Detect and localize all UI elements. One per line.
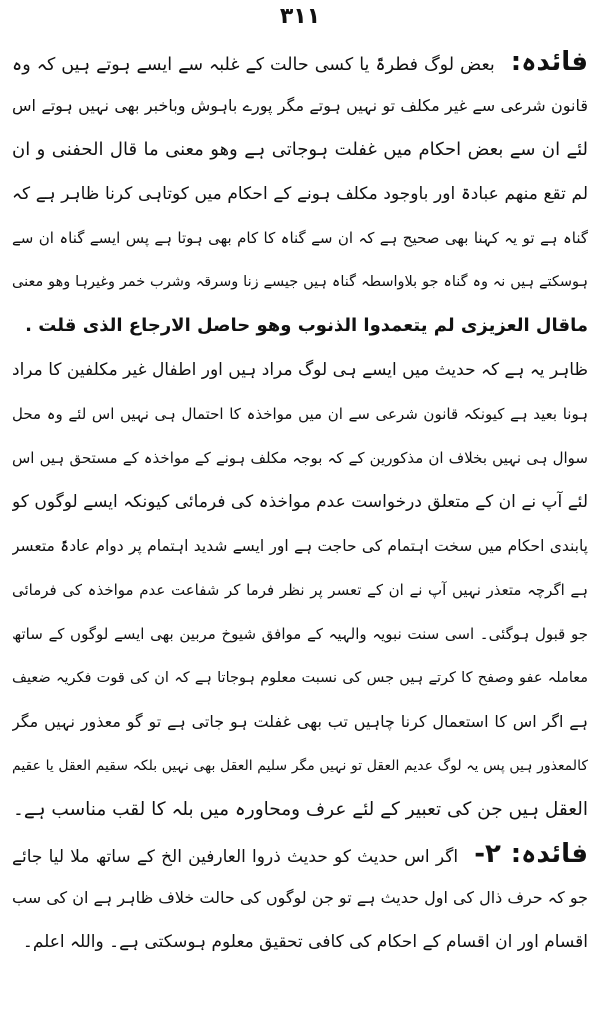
text-line: لم تقع منھم عبادۃ اور باوجود مکلف ہونے کے احکام میں کوتاہی کرنا ظاہر ہے کہ: [12, 184, 588, 204]
text-line: سوال ہی نہیں بخلاف ان مذکورین کے کہ بوجہ مکلف ہونے کے مواخذہ کے مستحق ہیں اس: [12, 449, 588, 467]
line-text: بعض لوگ فطرۃً یا کسی حالت کے غلبہ سے ایسے ہوتے ہیں کہ وہ: [12, 55, 495, 75]
text-line: معاملہ عفو وصفح کا کرتے ہیں جس کی نسبت معلوم ہوجاتا ہے کہ ان کی قوت فکریہ ضعیف: [12, 670, 588, 686]
text-line: ہے اگرچہ متعذر نہیں آپ نے ان کے تعسر پر نظر فرما کر شفاعت عدم مواخذہ کی فرمائی: [12, 581, 588, 599]
text-line: ماقال العزیزی لم یتعمدوا الذنوب وھو حاصل الارجاع الذی قلت .: [25, 315, 588, 336]
paragraph-heading: فائدہ:: [510, 47, 588, 77]
text-line: ظاہر یہ ہے کہ حدیث میں ایسے ہی لوگ مراد ہیں اور اطفال غیر مکلفین کا مراد: [12, 360, 588, 380]
page-body: [12, 40, 588, 964]
text-line: [12, 832, 588, 876]
text-line: جو کہ حرف ذال کی اول حدیث ہے تو جن لوگوں کی حالت خلاف ظاہر ہے ان کی سب: [12, 888, 588, 907]
text-line: لئے ان سے بعض احکام میں غفلت ہوجاتی ہے وھو معنی ما قال الحفنی و ان: [12, 139, 588, 160]
text-line: [12, 40, 588, 84]
page-number: ۳۱۱: [279, 4, 321, 29]
text-line: ہوسکتے ہیں نہ وہ گناہ جو بلاواسطہ گناہ ہیں جیسے زنا وسرقہ وشرب خمر وغیرہا وھو معنی: [12, 274, 588, 290]
line-text: اگر اس حدیث کو حدیث ذروا العارفین الخ کے ساتھ ملا لیا جائے: [12, 847, 459, 867]
text-line: ہونا بعید ہے کیونکہ قانون شرعی سے ان میں مواخذہ کا احتمال ہی نہیں اس لئے وہ محل: [12, 405, 588, 423]
text-line: گناہ ہے تو یہ کہنا بھی صحیح ہے کہ ان سے گناہ کا کام بھی ہوتا ہے پس ایسے گناہ ان سے: [12, 229, 588, 247]
text-line: العقل ہیں جن کی تعبیر کے لئے عرف ومحاورہ میں بلہ کا لقب مناسب ہے۔: [13, 799, 588, 820]
text-line: ہے اگر اس کا استعمال کرنا چاہیں تب بھی غفلت ہو جاتی ہے تو گو معذور نہیں مگر: [12, 712, 588, 731]
text-line: اقسام اور ان اقسام کے احکام کی کافی تحقیق معلوم ہوسکتی ہے۔ واللہ اعلم۔: [22, 932, 588, 952]
text-line: جو قبول ہوگئی۔ اسی سنت نبویہ والہیہ کے موافق شیوخ مربین بھی ایسے لوگوں کے ساتھ: [12, 625, 588, 643]
paragraph-heading: فائدہ: ۲-: [474, 839, 588, 869]
text-line: لئے آپ نے ان کے متعلق درخواست عدم مواخذہ کی فرمائی کیونکہ ایسے لوگوں کو: [12, 492, 588, 512]
text-line: کالمعذور ہیں پس یہ لوگ عدیم العقل تو نہیں مگر سلیم العقل بھی نہیں بلکہ سقیم العقل یا عقیم: [12, 758, 588, 774]
text-line: پابندی احکام میں سخت اہتمام کی حاجت ہے اور ایسے شدید اہتمام پر دوام عادۃً متعسر: [12, 537, 588, 555]
text-line: قانون شرعی سے غیر مکلف تو نہیں ہوتے مگر پورے باہوش وباخبر بھی نہیں ہوتے اس: [12, 96, 588, 115]
